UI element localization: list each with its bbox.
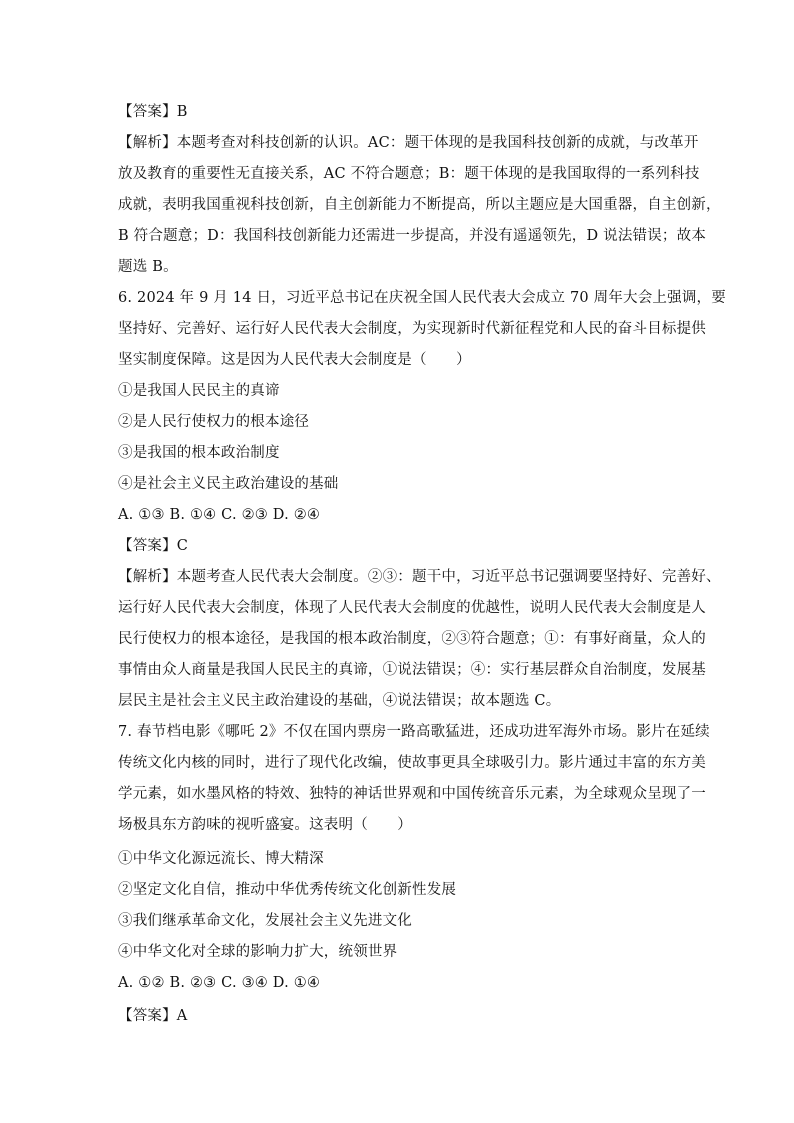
q6-item: ①是我国人民民主的真谛	[118, 383, 280, 399]
q7-item: ②坚定文化自信，推动中华优秀传统文化创新性发展	[118, 882, 457, 898]
q7-stem-line: 学元素，如水墨风格的特效、独特的神话世界观和中国传统音乐元素，为全球观众呈现了一	[118, 786, 706, 802]
q6-options: A. ①③ B. ①④ C. ②③ D. ②④	[118, 507, 321, 523]
q6-analysis-line: 【解析】本题考查人民代表大会制度。②③：题干中，习近平总书记强调要坚持好、完善好、	[118, 569, 721, 585]
q6-item: ②是人民行使权力的根本途径	[118, 414, 310, 430]
q6-analysis-line: 运行好人民代表大会制度，体现了人民代表大会制度的优越性，说明人民代表大会制度是人	[118, 600, 706, 616]
q5-analysis-line: 题选 B。	[118, 259, 178, 275]
q6-analysis-line: 民行使权力的根本途径，是我国的根本政治制度，②③符合题意；①：有事好商量，众人的	[118, 631, 706, 647]
q6-stem-line: 6. 2024 年 9 月 14 日，习近平总书记在庆祝全国人民代表大会成立 70 周年大会上强调，要	[118, 290, 726, 306]
q7-item: ①中华文化源远流长、博大精深	[118, 851, 324, 867]
q7-stem-line: 传统文化内核的同时，进行了现代化改编，使故事更具全球吸引力。影片通过丰富的东方美	[118, 755, 706, 771]
q7-item: ④中华文化对全球的影响力扩大，统领世界	[118, 944, 398, 960]
q7-answer: 【答案】A	[118, 1008, 188, 1024]
q5-analysis-line: B 符合题意；D：我国科技创新能力还需进一步提高，并没有遥遥领先，D 说法错误；故本	[118, 228, 707, 244]
q5-analysis-line: 【解析】本题考查对科技创新的认识。AC：题干体现的是我国科技创新的成就，与改革开	[118, 135, 699, 151]
q7-stem-line: 7. 春节档电影《哪吒 2》不仅在国内票房一路高歌猛进，还成功进军海外市场。影片在延续	[118, 724, 710, 740]
q7-stem-line: 场极具东方韵味的视听盛宴。这表明（ ）	[118, 817, 412, 833]
q6-item: ④是社会主义民主政治建设的基础	[118, 476, 339, 492]
q6-analysis-line: 层民主是社会主义民主政治建设的基础，④说法错误；故本题选 C。	[118, 693, 561, 709]
q6-item: ③是我国的根本政治制度	[118, 445, 280, 461]
q5-analysis-line: 放及教育的重要性无直接关系，AC 不符合题意；B：题干体现的是我国取得的一系列科技	[118, 166, 700, 182]
q6-analysis-line: 事情由众人商量是我国人民民主的真谛，①说法错误；④：实行基层群众自治制度，发展基	[118, 662, 706, 678]
q7-options: A. ①② B. ②③ C. ③④ D. ①④	[118, 975, 321, 991]
q6-stem-line: 坚实制度保障。这是因为人民代表大会制度是（ ）	[118, 352, 471, 368]
q5-analysis-line: 成就，表明我国重视科技创新，自主创新能力不断提高，所以主题应是大国重器，自主创新，	[118, 197, 721, 213]
q7-item: ③我们继承革命文化，发展社会主义先进文化	[118, 913, 412, 929]
q5-answer: 【答案】B	[118, 104, 188, 120]
q6-stem-line: 坚持好、完善好、运行好人民代表大会制度，为实现新时代新征程党和人民的奋斗目标提供	[118, 321, 706, 337]
q6-answer: 【答案】C	[118, 538, 189, 554]
